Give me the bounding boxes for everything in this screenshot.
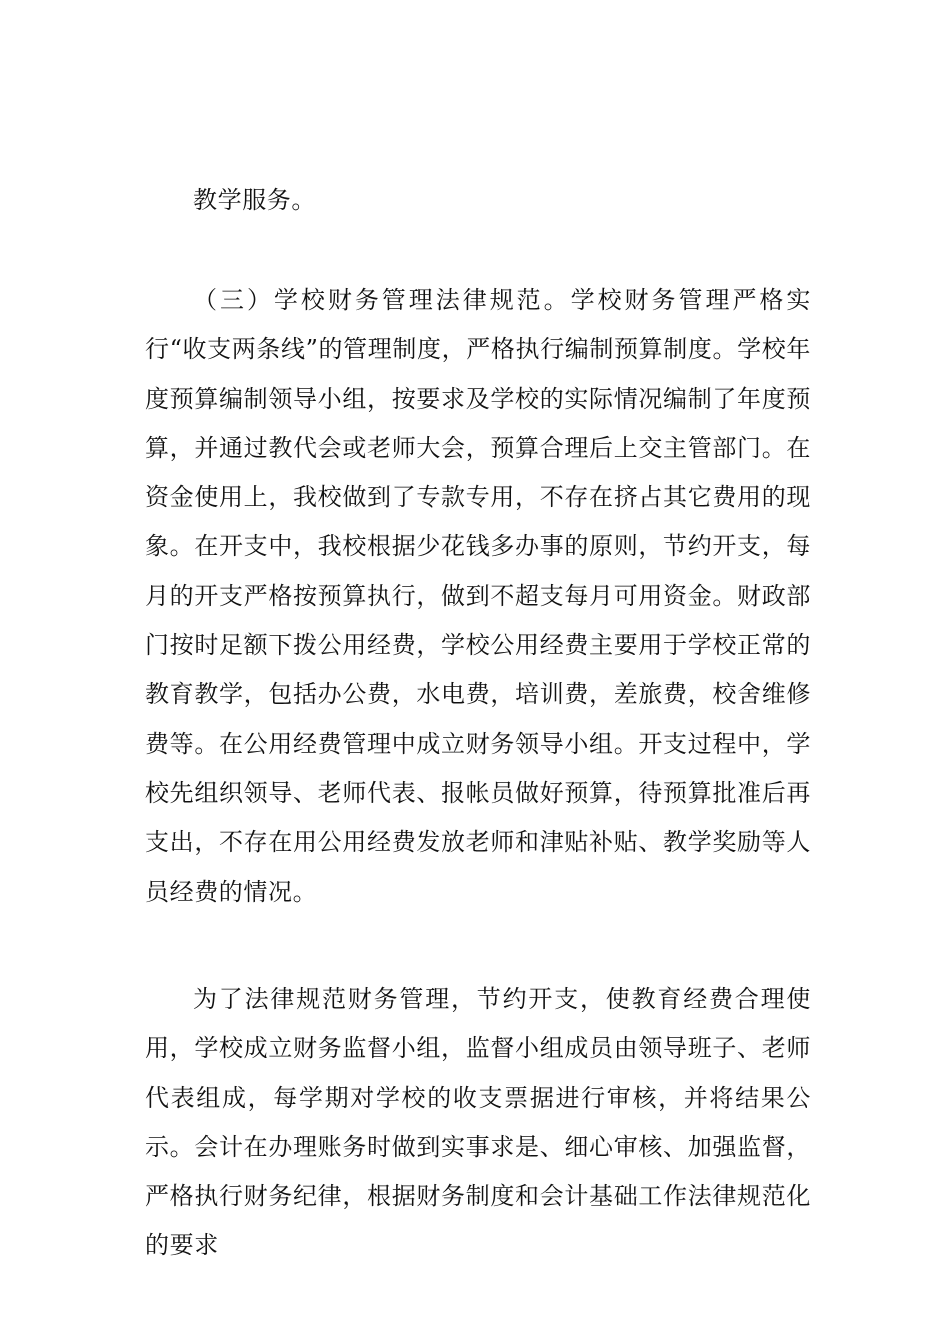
paragraph-finance-supervision: 为了法律规范财务管理，节约开支，使教育经费合理使用，学校成立财务监督小组，监督小组成员由领导班子、老师代表组成，每学期对学校的收支票据进行审核，并将结果公示。会计在办理账务时做到实事求是、细心审核、加强监督，严格执行财务纪律，根据财务制度和会计基础工作法律规范化的要求 (145, 985, 811, 1260)
paragraph-finance-management: （三）学校财务管理法律规范。学校财务管理严格实行“收支两条线”的管理制度，严格执行编制预算制度。学校年度预算编制领导小组，按要求及学校的实际情况编制了年度预算，并通过教代会或老师大会，预算合理后上交主管部门。在资金使用上，我校做到了专款专用，不存在挤占其它费用的现象。在开支中，我校根据少花钱多办事的原则，节约开支，每月的开支严格按预算执行，做到不超支每月可用资金。财政部门按时足额下拨公用经费，学校公用经费主要用于学校正常的教育教学，包括办公费，水电费，培训费，差旅费，校舍维修费等。在公用经费管理中成立财务领导小组。开支过程中，学校先组织领导、老师代表、报帐员做好预算，待预算批准后再支出，不存在用公用经费发放老师和津贴补贴、教学奖励等人员经费的情况。 (145, 286, 811, 906)
paragraph-teaching-service: 教学服务。 (193, 186, 316, 214)
